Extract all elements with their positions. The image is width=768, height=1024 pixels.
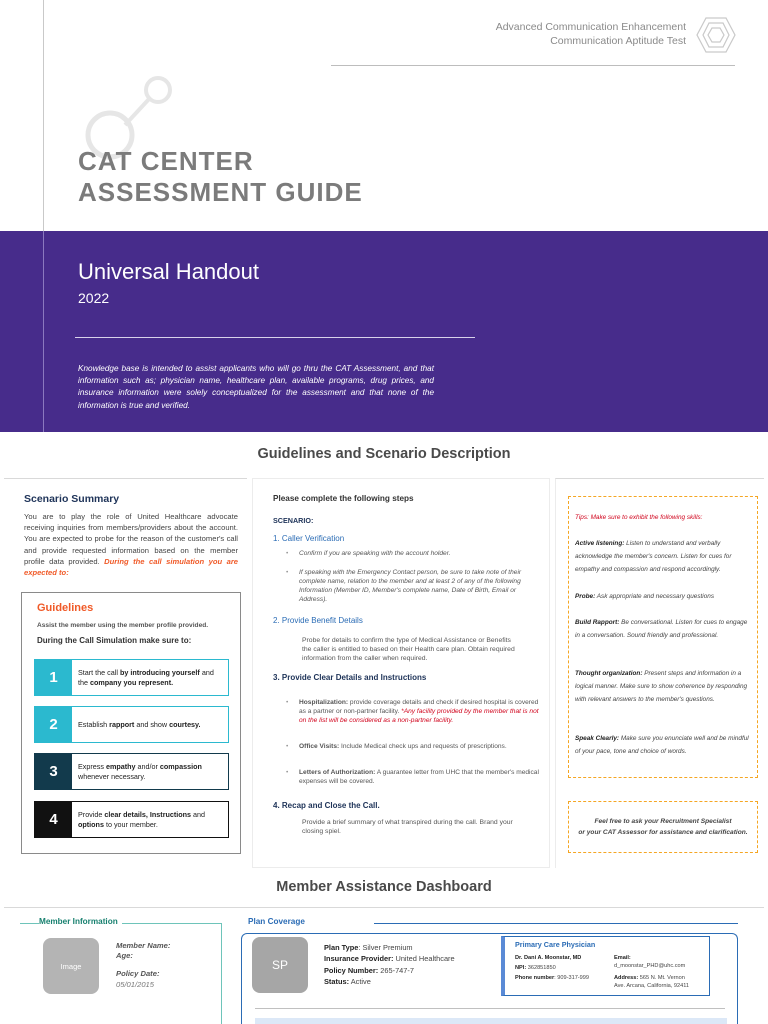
step-bullet: • Letters of Authorization: A guarantee letter from UHC that the member's medical expenses will be covered. <box>286 768 541 786</box>
step-text: Provide clear details, Instructions and options to your member. <box>78 809 206 829</box>
step-paragraph: Provide a brief summary of what transpired during the call. Brand your closing spiel. <box>302 819 513 835</box>
header-title <box>496 20 686 48</box>
guideline-step <box>34 659 229 696</box>
pcp-name: Dr. Dani A. Moonstar, MD <box>515 955 582 961</box>
band-rule <box>75 337 475 338</box>
tip-item: Thought organization: Present steps and information in a logical manner. Make sure to show coherence by responding with relevant answers to the member's questions. <box>575 670 748 703</box>
step-number: 2 <box>35 707 72 742</box>
step-benefit-details: 2. Provide Benefit Details <box>273 616 363 625</box>
insurance-provider: Insurance Provider: United Healthcare <box>324 954 455 963</box>
plan-badge: SP <box>252 937 308 993</box>
band-guide-line <box>43 231 44 432</box>
assistance-note-line-2: or your CAT Assessor for assistance and clarification. <box>578 829 748 836</box>
tip-item: Active listening: Listen to understand and verbally acknowledge the member's concern. Listen for cues for empathy and compassion and respond accordingly. <box>575 540 732 573</box>
plan-coverage-rule <box>374 923 738 924</box>
tip-item: Probe: Ask appropriate and necessary questions <box>575 593 715 600</box>
guidelines-instruction: During the Call Simulation make sure to: <box>37 636 192 645</box>
band-year: 2022 <box>78 290 110 306</box>
scenario-summary-text <box>24 511 238 578</box>
tips-header: Tips: Make sure to exhibit the following skills: <box>575 514 703 521</box>
assistance-note-line-1: Feel free to ask your Recruitment Specialist <box>594 818 732 825</box>
member-image-placeholder: Image <box>43 938 99 994</box>
plan-type: Plan Type: Silver Premium <box>324 943 413 952</box>
page-title-line-1: CAT CENTER <box>78 146 254 176</box>
step-bullet: • Confirm if you are speaking with the account holder. <box>286 549 541 558</box>
guideline-step <box>34 801 229 838</box>
assistance-note <box>568 801 758 853</box>
pcp-box <box>501 936 710 996</box>
step-text: Express empathy and/or compassion whenever necessary. <box>78 761 202 781</box>
pcp-phone: Phone number: 909-317-999 <box>515 975 590 981</box>
pcp-address: Address: 565 N. Mt. Vernon Ave. Arcana, California, 92411 <box>614 975 690 989</box>
steps-heading: Please complete the following steps <box>273 494 414 503</box>
guidelines-title: Guidelines <box>37 602 94 614</box>
step-bullet: • Hospitalization: provide coverage details and check if desired hospital is covered as a partner or non-partner facility. *Any facility provided by the member that is not on the list will be considered as a non-partner facility. <box>286 698 541 725</box>
tips-box <box>568 496 758 778</box>
scenario-label: SCENARIO: <box>273 516 314 525</box>
step-paragraph: Probe for details to confirm the type of Medical Assistance or Benefits the caller is entitled to based on their Health care plan. Obtain required information from the caller when required. <box>302 637 515 662</box>
scenario-summary-highlight: During the call simulation you are expected to: <box>24 556 238 578</box>
member-info-title: Member Information <box>39 917 122 926</box>
header-line-1: Advanced Communication Enhancement <box>495 21 686 33</box>
page-title <box>78 146 363 208</box>
member-name-label: Member Name: <box>116 941 171 950</box>
tips-panel <box>555 478 764 868</box>
step-number: 4 <box>35 802 72 837</box>
scenario-summary-body: You are to play the role of United Healthcare advocate receiving inquiries from members/providers about the account. You are expected to probe for the reason of the customer's call and provide requested information based on the member profile data provided. <box>24 512 238 566</box>
tip-item: Speak Clearly: Make sure you enunciate well and be mindful of your pace, tone and choice of words. <box>575 735 749 755</box>
step-recap: 4. Recap and Close the Call. <box>273 801 380 810</box>
step-bullet: • Office Visits: Include Medical check ups and requests of prescriptions. <box>286 742 541 751</box>
steps-panel <box>252 478 550 868</box>
scenario-summary-title: Scenario Summary <box>24 493 120 505</box>
policy-status: Status: Active <box>324 977 371 986</box>
pcp-title: Primary Care Physician <box>515 940 596 949</box>
pcp-npi: NPI: 362851850 <box>515 965 556 971</box>
guidelines-heading: Guidelines and Scenario Description <box>257 446 511 462</box>
step-number: 1 <box>35 660 72 695</box>
band-title: Universal Handout <box>78 259 259 284</box>
policy-date-label: Policy Date: <box>116 969 160 978</box>
tip-item: Build Rapport: Be conversational. Listen for cues to engage in a conversation. Sound friendly and professional. <box>575 619 748 639</box>
dashboard-strip <box>255 1018 727 1024</box>
member-age-label: Age: <box>116 951 133 960</box>
band-disclaimer: Knowledge base is intended to assist applicants who will go thru the CAT Assessment, and that information such as; physician name, healthcare plan, available programs, drug prices, and insurance information were solely conceptualized for the assessment and that none of the information is true and verified. <box>78 364 434 410</box>
member-dashboard <box>4 907 764 1024</box>
pcp-email: Email: d_moonstar_PHD@uhc.com <box>614 955 686 969</box>
hero-band <box>0 231 768 432</box>
guidelines-subtitle: Assist the member using the member profile provided. <box>37 622 209 629</box>
scenario-summary-panel <box>4 478 247 868</box>
guideline-step <box>34 753 229 790</box>
step-clear-details: 3. Provide Clear Details and Instructions <box>273 673 427 682</box>
step-text: Establish rapport and show courtesy. <box>78 719 201 729</box>
policy-number: Policy Number: 265-747-7 <box>324 966 414 975</box>
header-rule <box>331 65 735 66</box>
dashboard-heading: Member Assistance Dashboard <box>276 879 492 895</box>
guidelines-box <box>21 592 241 854</box>
hexagon-logo-icon <box>696 17 736 53</box>
step-caller-verification: 1. Caller Verification <box>273 534 345 543</box>
step-number: 3 <box>35 754 72 789</box>
guideline-step <box>34 706 229 743</box>
dashboard-divider <box>255 1008 725 1009</box>
policy-date-value: 05/01/2015 <box>116 980 155 989</box>
plan-coverage-title: Plan Coverage <box>248 917 305 926</box>
header-line-2: Communication Aptitude Test <box>550 35 686 47</box>
page-title-line-2: ASSESSMENT GUIDE <box>78 177 363 207</box>
step-text: Start the call by introducing yourself and the company you represent. <box>78 667 214 687</box>
step-bullet: • If speaking with the Emergency Contact person, be sure to take note of their complete name, relation to the member and at least 2 of any of the following Information (Member ID, Member's complete name, Date of Birth, Email or Address). <box>286 568 541 604</box>
guidelines-panels <box>4 478 764 868</box>
